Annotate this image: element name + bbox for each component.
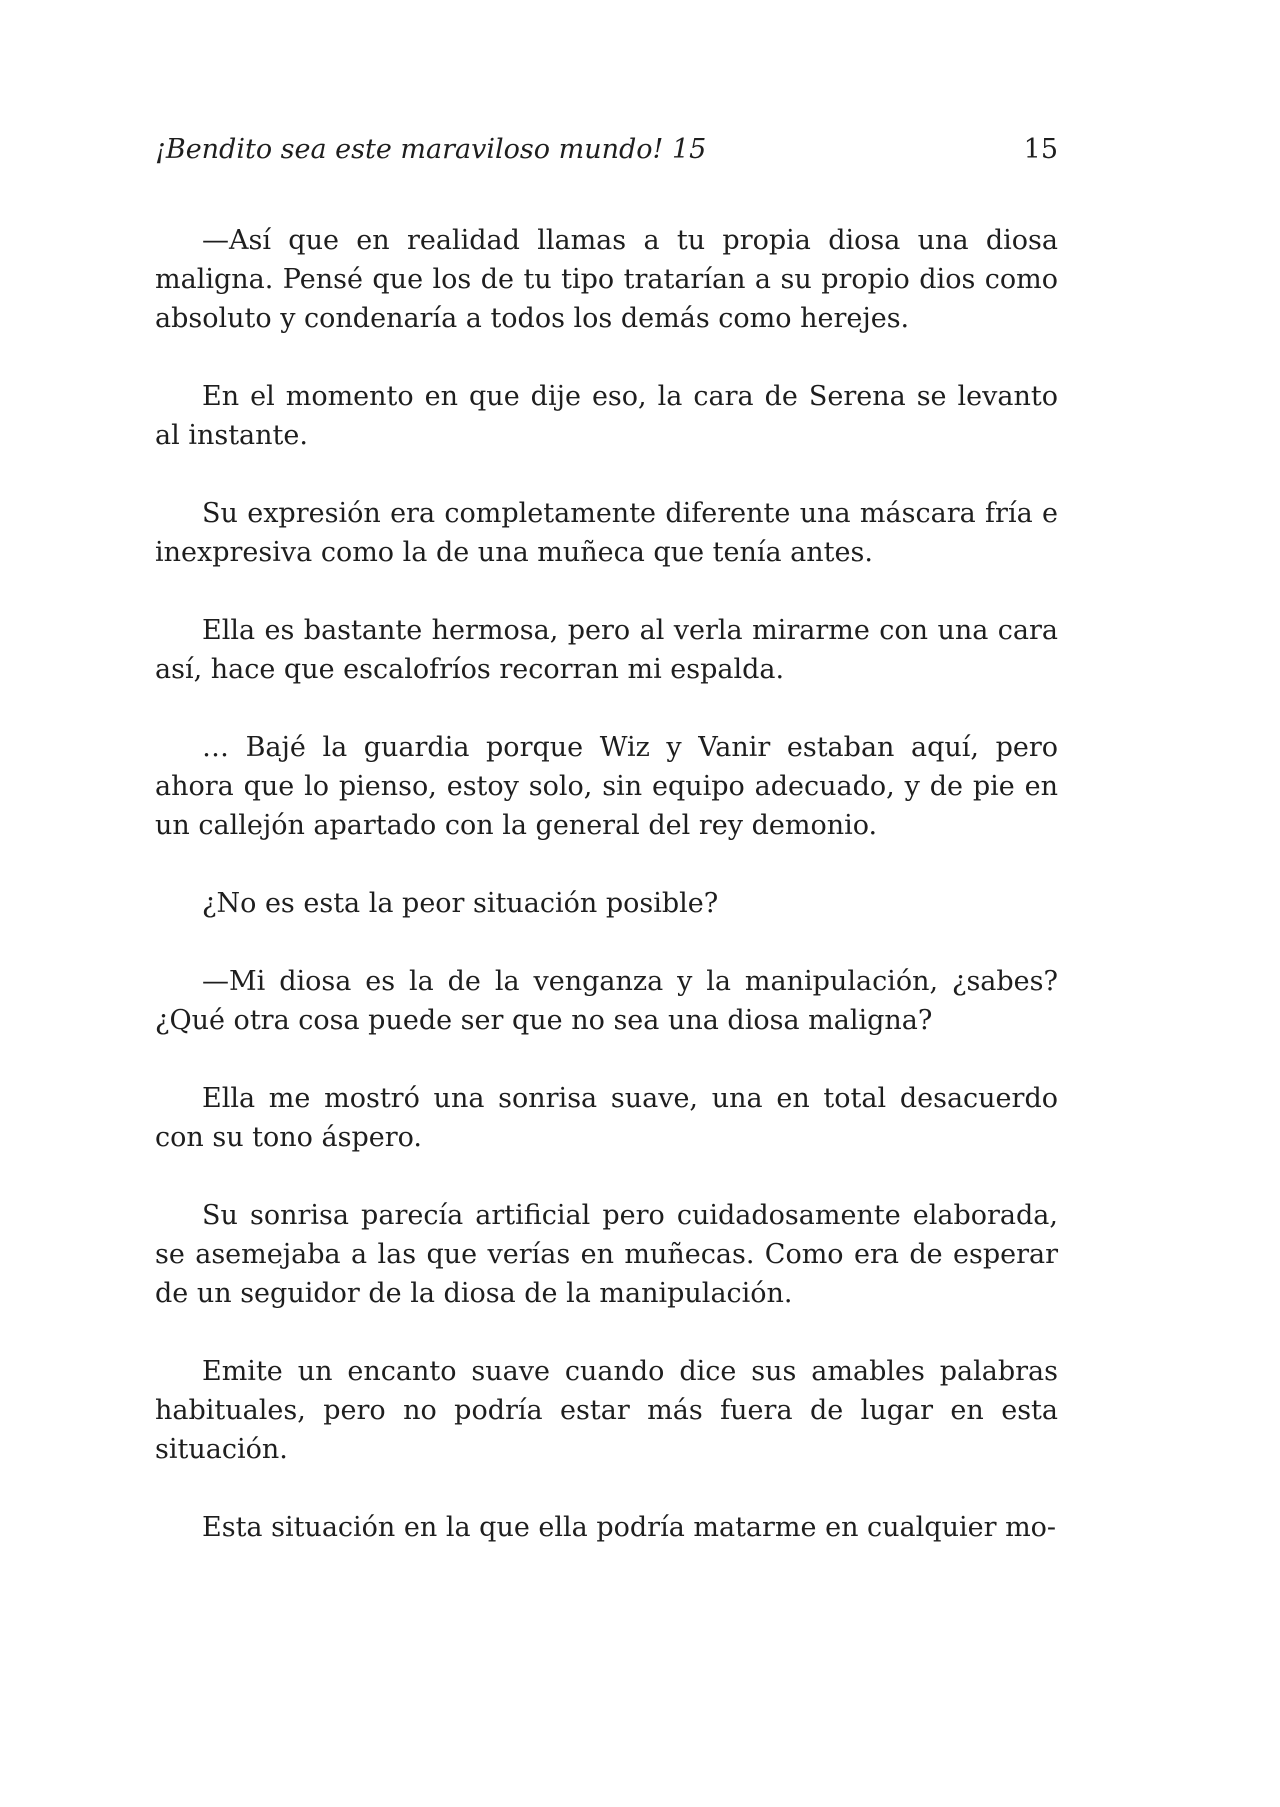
running-header: [155, 130, 1058, 170]
paragraph: Su expresión era completamente diferente una máscara fría e inexpresiva como la de una muñeca que tenía antes.: [155, 498, 1058, 568]
paragraph: Ella me mostró una sonrisa suave, una en total desacuerdo con su tono áspero.: [155, 1083, 1058, 1153]
paragraph: En el momento en que dije eso, la cara de Serena se levanto al instante.: [155, 381, 1058, 451]
paragraph: … Bajé la guardia porque Wiz y Vanir estaban aquí, pero ahora que lo pienso, estoy solo, sin equipo adecuado, y de pie en un callejón apartado con la general del rey demonio.: [155, 732, 1058, 841]
paragraph: Esta situación en la que ella podría matarme en cualquier mo-: [202, 1512, 1057, 1543]
paragraph: —Así que en realidad llamas a tu propia diosa una diosa maligna. Pensé que los de tu tipo tratarían a su propio dios como absoluto y condenaría a todos los demás como herejes.: [155, 225, 1058, 334]
paragraph: ¿No es esta la peor situación posible?: [202, 888, 719, 919]
book-title: ¡Bendito sea este maraviloso mundo! 15: [155, 134, 707, 165]
page-number: 15: [1023, 134, 1058, 165]
paragraph: Su sonrisa parecía artificial pero cuidadosamente elaborada, se asemejaba a las que verías en muñecas. Como era de esperar de un seguidor de la diosa de la manipulación.: [155, 1200, 1058, 1309]
paragraph: Ella es bastante hermosa, pero al verla mirarme con una cara así, hace que escalofríos recorran mi espalda.: [155, 615, 1058, 685]
paragraph: —Mi diosa es la de la venganza y la manipulación, ¿sabes? ¿Qué otra cosa puede ser que no sea una diosa maligna?: [155, 966, 1058, 1036]
body-text: [155, 221, 1058, 1586]
paragraph: Emite un encanto suave cuando dice sus amables palabras habituales, pero no podría estar más fuera de lugar en esta situación.: [155, 1356, 1058, 1465]
